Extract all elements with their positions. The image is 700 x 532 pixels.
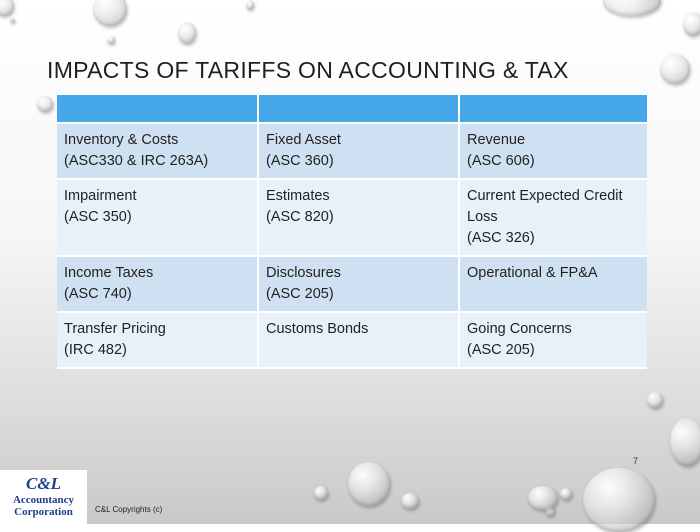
- cell-reference: (ASC 205): [467, 342, 535, 358]
- cell-title: Disclosures: [266, 265, 341, 281]
- water-drop-decoration: [348, 462, 390, 506]
- water-drop-decoration: [401, 493, 419, 509]
- header-cell: [258, 95, 459, 123]
- water-drop-decoration: [647, 392, 663, 408]
- copyright-text: C&L Copyrights (c): [95, 505, 163, 514]
- cell-title: Impairment: [64, 188, 137, 204]
- header-cell: [459, 95, 647, 123]
- cell-title: Operational & FP&A: [467, 265, 598, 281]
- table-cell: [459, 179, 647, 256]
- cell-title: Fixed Asset: [266, 132, 341, 148]
- table-cell: [57, 179, 258, 256]
- table-row: [57, 256, 647, 312]
- table-cell: [258, 312, 459, 368]
- cell-reference: (IRC 482): [64, 342, 127, 358]
- water-drop-decoration: [603, 0, 661, 16]
- water-drop-decoration: [683, 12, 700, 36]
- cell-title: Transfer Pricing: [64, 321, 166, 337]
- slide-title: IMPACTS OF TARIFFS ON ACCOUNTING & TAX: [47, 57, 569, 83]
- table-row: [57, 312, 647, 368]
- logo-line-1: Accountancy: [12, 494, 75, 506]
- cell-title: Going Concerns: [467, 321, 572, 337]
- cell-reference: (ASC 360): [266, 153, 334, 169]
- cell-title: Estimates: [266, 188, 330, 204]
- cell-title: Inventory & Costs: [64, 132, 179, 148]
- page-number: 7: [633, 456, 639, 466]
- table-header-band: [57, 95, 647, 123]
- cell-title: Revenue: [467, 132, 526, 148]
- company-logo: [0, 470, 87, 524]
- cell-reference: (ASC 350): [64, 209, 132, 225]
- cell-reference: (ASC 326): [467, 230, 535, 246]
- cell-title: Income Taxes: [64, 265, 154, 281]
- water-drop-decoration: [0, 0, 14, 16]
- water-drop-decoration: [107, 36, 115, 44]
- logo-mark: C&L: [26, 474, 61, 493]
- water-drop-decoration: [528, 486, 558, 510]
- table-cell: [57, 123, 258, 179]
- table-cell: [459, 312, 647, 368]
- water-drop-decoration: [560, 488, 572, 500]
- water-drop-decoration: [93, 0, 127, 26]
- water-drop-decoration: [10, 18, 15, 23]
- table-cell: [57, 256, 258, 312]
- table-row: [57, 179, 647, 256]
- water-drop-decoration: [670, 418, 700, 466]
- cell-reference: (ASC 740): [64, 286, 132, 302]
- table-cell: [258, 256, 459, 312]
- water-drop-decoration: [37, 96, 53, 112]
- topics-table: [57, 95, 647, 369]
- water-drop-decoration: [246, 0, 254, 10]
- table-row: [57, 123, 647, 179]
- table-cell: [258, 123, 459, 179]
- water-drop-decoration: [583, 468, 655, 532]
- water-drop-decoration: [178, 22, 196, 44]
- water-drop-decoration: [660, 54, 690, 84]
- table-cell: [459, 123, 647, 179]
- cell-reference: (ASC 820): [266, 209, 334, 225]
- header-cell: [57, 95, 258, 123]
- cell-title: Customs Bonds: [266, 321, 369, 337]
- cell-title: Current Expected Credit: [467, 188, 623, 204]
- cell-title-continued: Loss: [467, 209, 498, 225]
- logo-line-2: Corporation: [14, 506, 73, 518]
- cell-reference: (ASC 205): [266, 286, 334, 302]
- water-drop-decoration: [314, 486, 328, 500]
- cell-reference: (ASC 606): [467, 153, 535, 169]
- cell-reference: (ASC330 & IRC 263A): [64, 153, 209, 169]
- table-cell: [57, 312, 258, 368]
- table-cell: [459, 256, 647, 312]
- table-cell: [258, 179, 459, 256]
